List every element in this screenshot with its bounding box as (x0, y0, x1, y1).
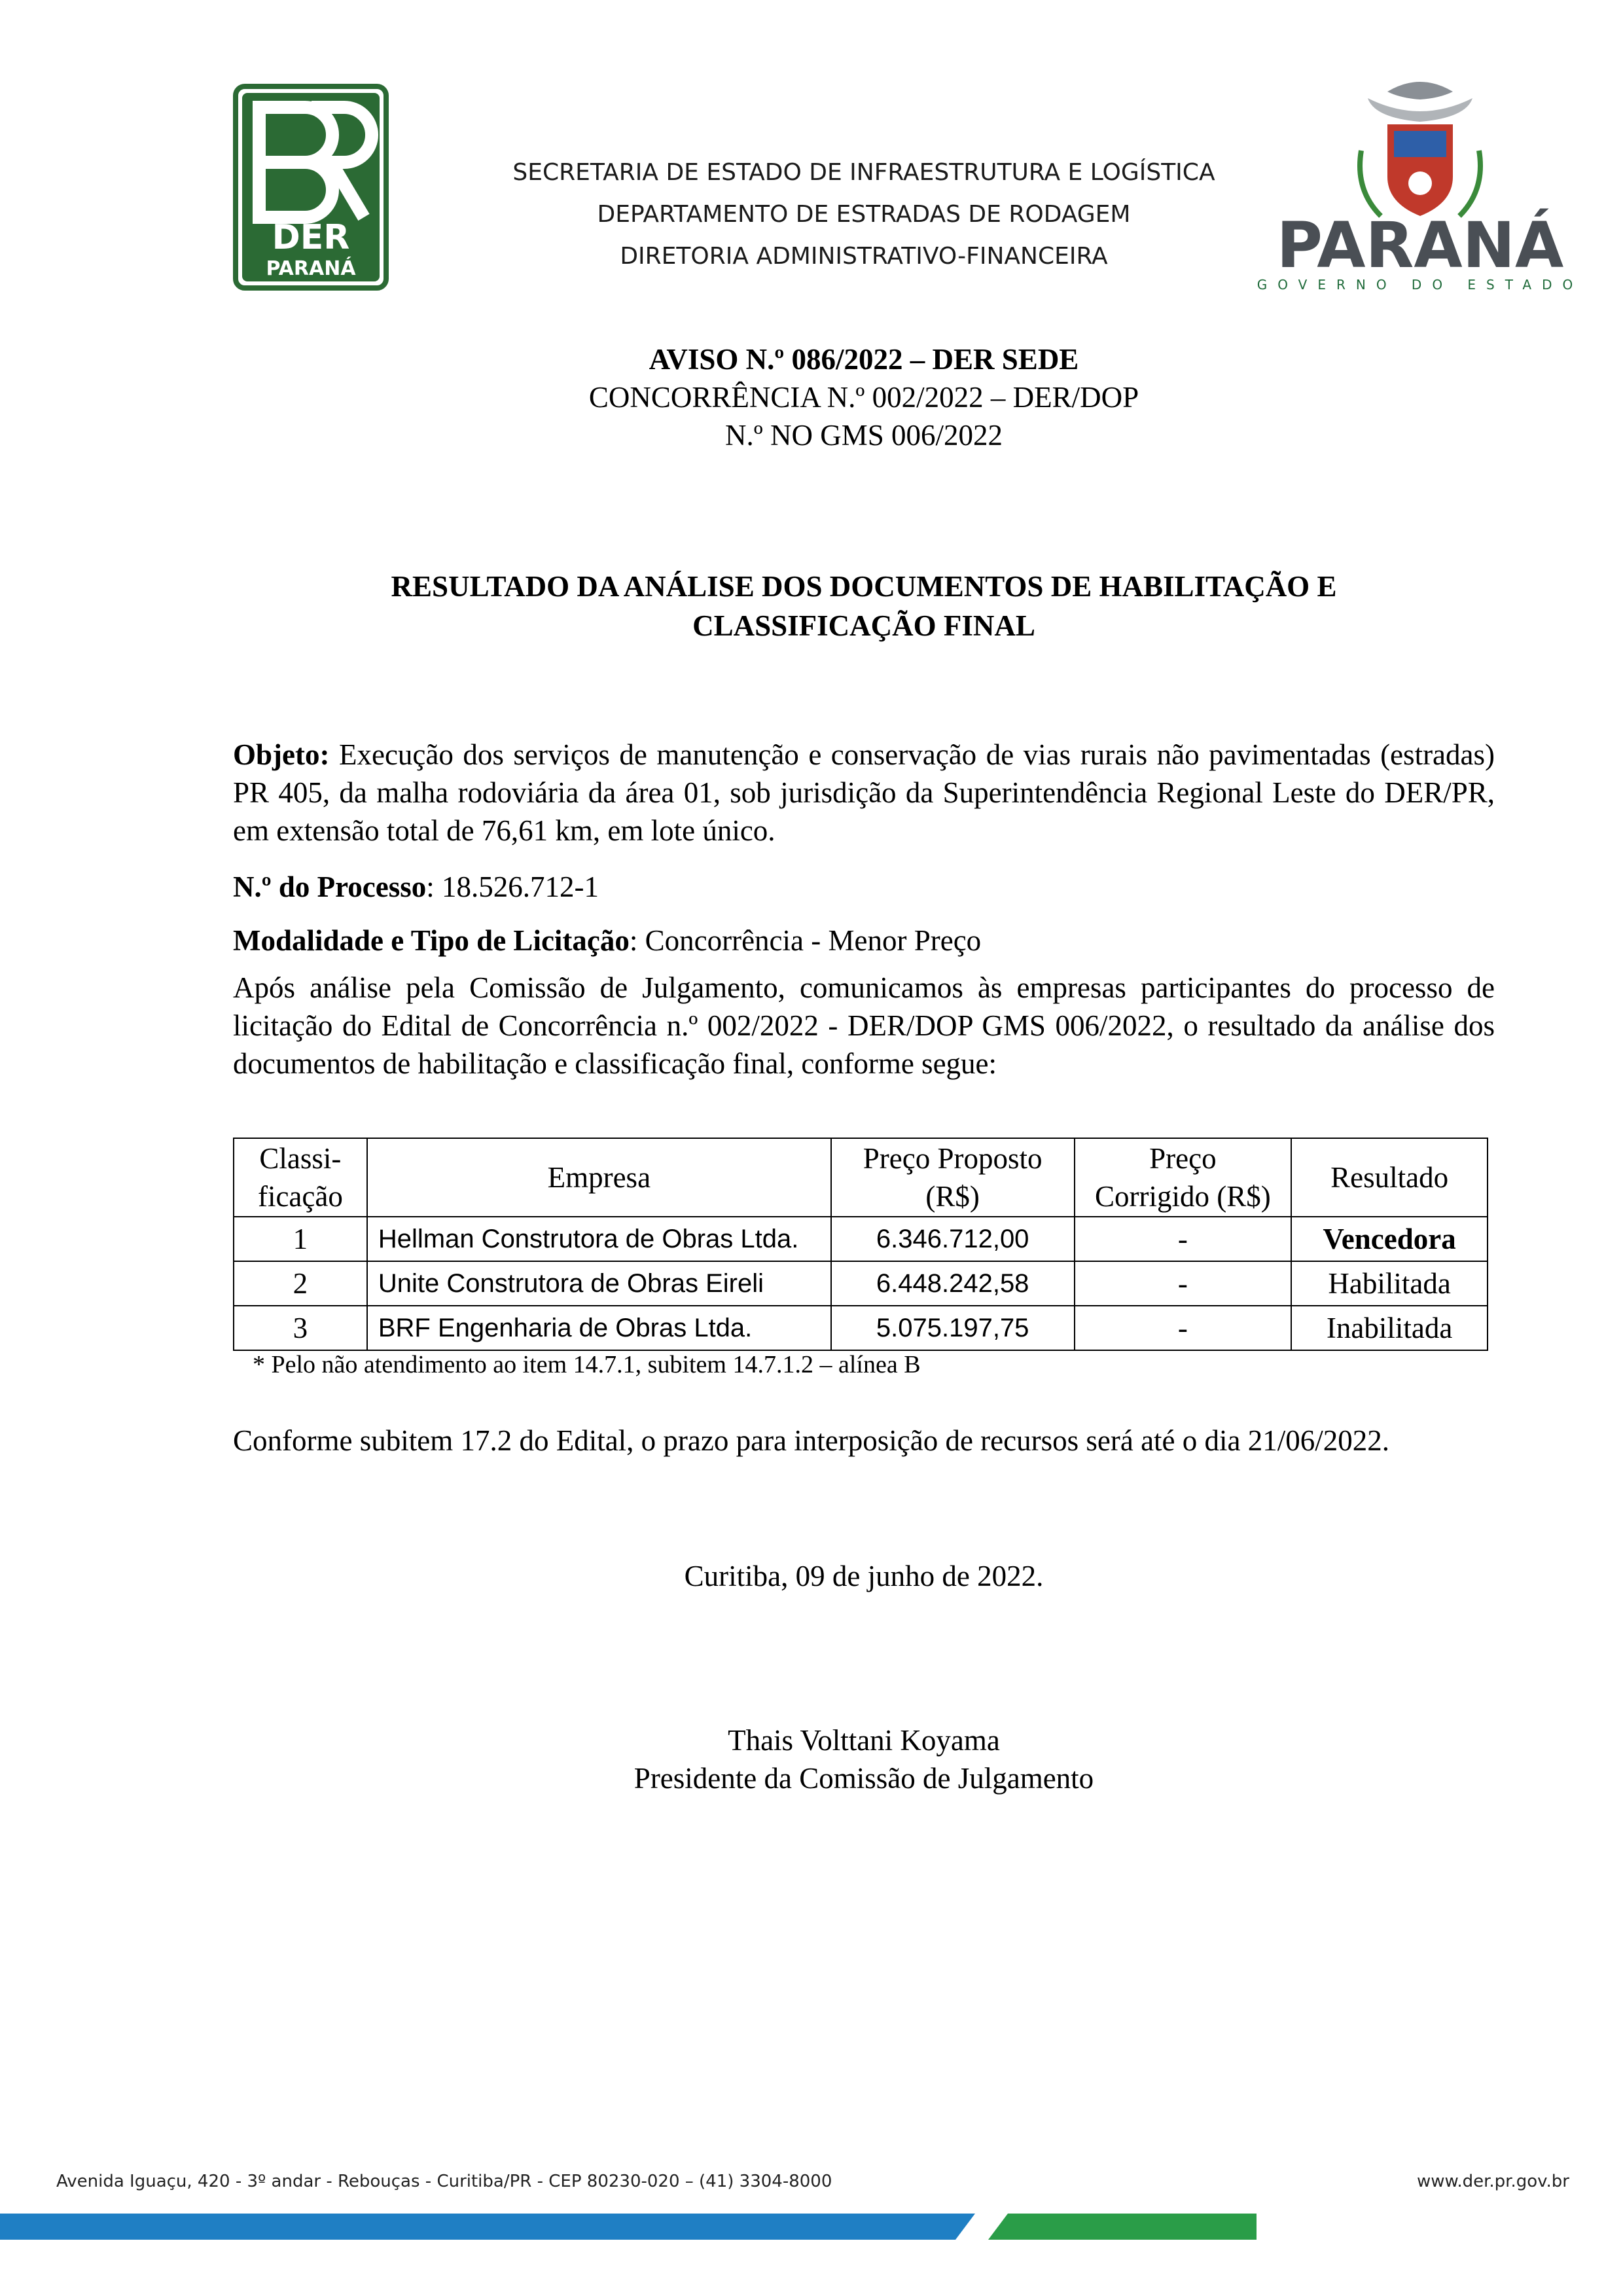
header-line-diretoria: DIRETORIA ADMINISTRATIVO-FINANCEIRA (620, 243, 1108, 270)
footer-address: Avenida Iguaçu, 420 - 3º andar - Rebouças - Curitiba/PR - CEP 80230-020 – (41) 3304-8000 (56, 2172, 832, 2191)
cell-preco-proposto: 6.346.712,00 (831, 1217, 1075, 1261)
header-line-secretaria: SECRETARIA DE ESTADO DE INFRAESTRUTURA E LOGÍSTICA (512, 159, 1215, 186)
header-classificacao: Classi- ficação (234, 1138, 367, 1217)
header-line-departamento: DEPARTAMENTO DE ESTRADAS DE RODAGEM (597, 201, 1131, 228)
result-title-line-2: CLASSIFICAÇÃO FINAL (692, 609, 1035, 642)
table-row (234, 1306, 1488, 1350)
footer-website-link[interactable]: www.der.pr.gov.br (1416, 2172, 1569, 2191)
der-logo-text: DER (272, 218, 350, 257)
cell-resultado: Vencedora (1291, 1217, 1488, 1261)
results-table (233, 1138, 1488, 1351)
signature-block (0, 1721, 1623, 1797)
institution-header (406, 152, 1322, 278)
cell-rank: 3 (234, 1306, 367, 1350)
der-logo-subtext: PARANÁ (266, 257, 356, 280)
objeto-paragraph (233, 736, 1495, 850)
cell-preco-corrigido: - (1075, 1217, 1292, 1261)
objeto-text: Execução dos serviços de manutenção e conservação de vias rurais não pavimentadas (estradas) PR 405, da malha rodoviária da área 01, sob jurisdição da Superintendência Regional Leste do DER/PR, em extensão total de 76,61 km, em lote único. (233, 738, 1495, 847)
notice-gms: N.º NO GMS 006/2022 (725, 419, 1003, 452)
table-footnote: * Pelo não atendimento ao item 14.7.1, subitem 14.7.1.2 – alínea B (253, 1351, 921, 1378)
cell-preco-corrigido: - (1075, 1306, 1292, 1350)
header-resultado: Resultado (1291, 1138, 1488, 1217)
table-header-row (234, 1138, 1488, 1217)
cell-resultado: Inabilitada (1291, 1306, 1488, 1350)
header-preco-proposto: Preço Proposto (R$) (831, 1138, 1075, 1217)
cell-rank: 2 (234, 1261, 367, 1306)
modalidade-label: Modalidade e Tipo de Licitação (233, 924, 630, 957)
header-empresa: Empresa (367, 1138, 831, 1217)
cell-resultado: Habilitada (1291, 1261, 1488, 1306)
parana-governo-logo (1257, 72, 1584, 295)
result-title (0, 567, 1623, 645)
notice-aviso: AVISO N.º 086/2022 – DER SEDE (649, 343, 1079, 376)
objeto-label: Objeto: (233, 738, 330, 771)
cell-empresa: BRF Engenharia de Obras Ltda. (367, 1306, 831, 1350)
notice-heading (0, 340, 1623, 454)
cell-preco-proposto: 6.448.242,58 (831, 1261, 1075, 1306)
signature-role: Presidente da Comissão de Julgamento (633, 1762, 1094, 1795)
processo-label: N.º do Processo (233, 870, 427, 903)
cell-preco-proposto: 5.075.197,75 (831, 1306, 1075, 1350)
cell-empresa: Hellman Construtora de Obras Ltda. (367, 1217, 831, 1261)
footer-color-bar (0, 2214, 1623, 2240)
signature-name: Thais Volttani Koyama (728, 1724, 1000, 1757)
date-line: Curitiba, 09 de junho de 2022. (684, 1560, 1044, 1592)
table-row (234, 1217, 1488, 1261)
cell-preco-corrigido: - (1075, 1261, 1292, 1306)
modalidade-line (233, 922, 1495, 960)
coat-of-arms-icon (1360, 82, 1480, 216)
processo-line (233, 868, 1495, 906)
intro-paragraph: Após análise pela Comissão de Julgamento, comunicamos às empresas participantes do processo de licitação do Edital de Concorrência n.º 002/2022 - DER/DOP GMS 006/2022, o resultado da análise dos documentos de habilitação e classificação final, conforme segue: (233, 971, 1495, 1080)
result-title-line-1: RESULTADO DA ANÁLISE DOS DOCUMENTOS DE HABILITAÇÃO E (391, 570, 1337, 603)
notice-concorrencia: CONCORRÊNCIA N.º 002/2022 – DER/DOP (588, 381, 1139, 414)
header-preco-corrigido: Preço Corrigido (R$) (1075, 1138, 1292, 1217)
der-parana-logo (233, 84, 389, 291)
recursos-paragraph: Conforme subitem 17.2 do Edital, o prazo para interposição de recursos será até o dia 21/06/2022. (233, 1424, 1389, 1457)
modalidade-value: : Concorrência - Menor Preço (629, 924, 982, 957)
processo-value: : 18.526.712-1 (426, 870, 599, 903)
cell-empresa: Unite Construtora de Obras Eireli (367, 1261, 831, 1306)
parana-logo-subtitle: GOVERNO DO ESTADO (1257, 277, 1584, 293)
table-row (234, 1261, 1488, 1306)
cell-rank: 1 (234, 1217, 367, 1261)
parana-logo-title: PARANÁ (1276, 209, 1564, 282)
